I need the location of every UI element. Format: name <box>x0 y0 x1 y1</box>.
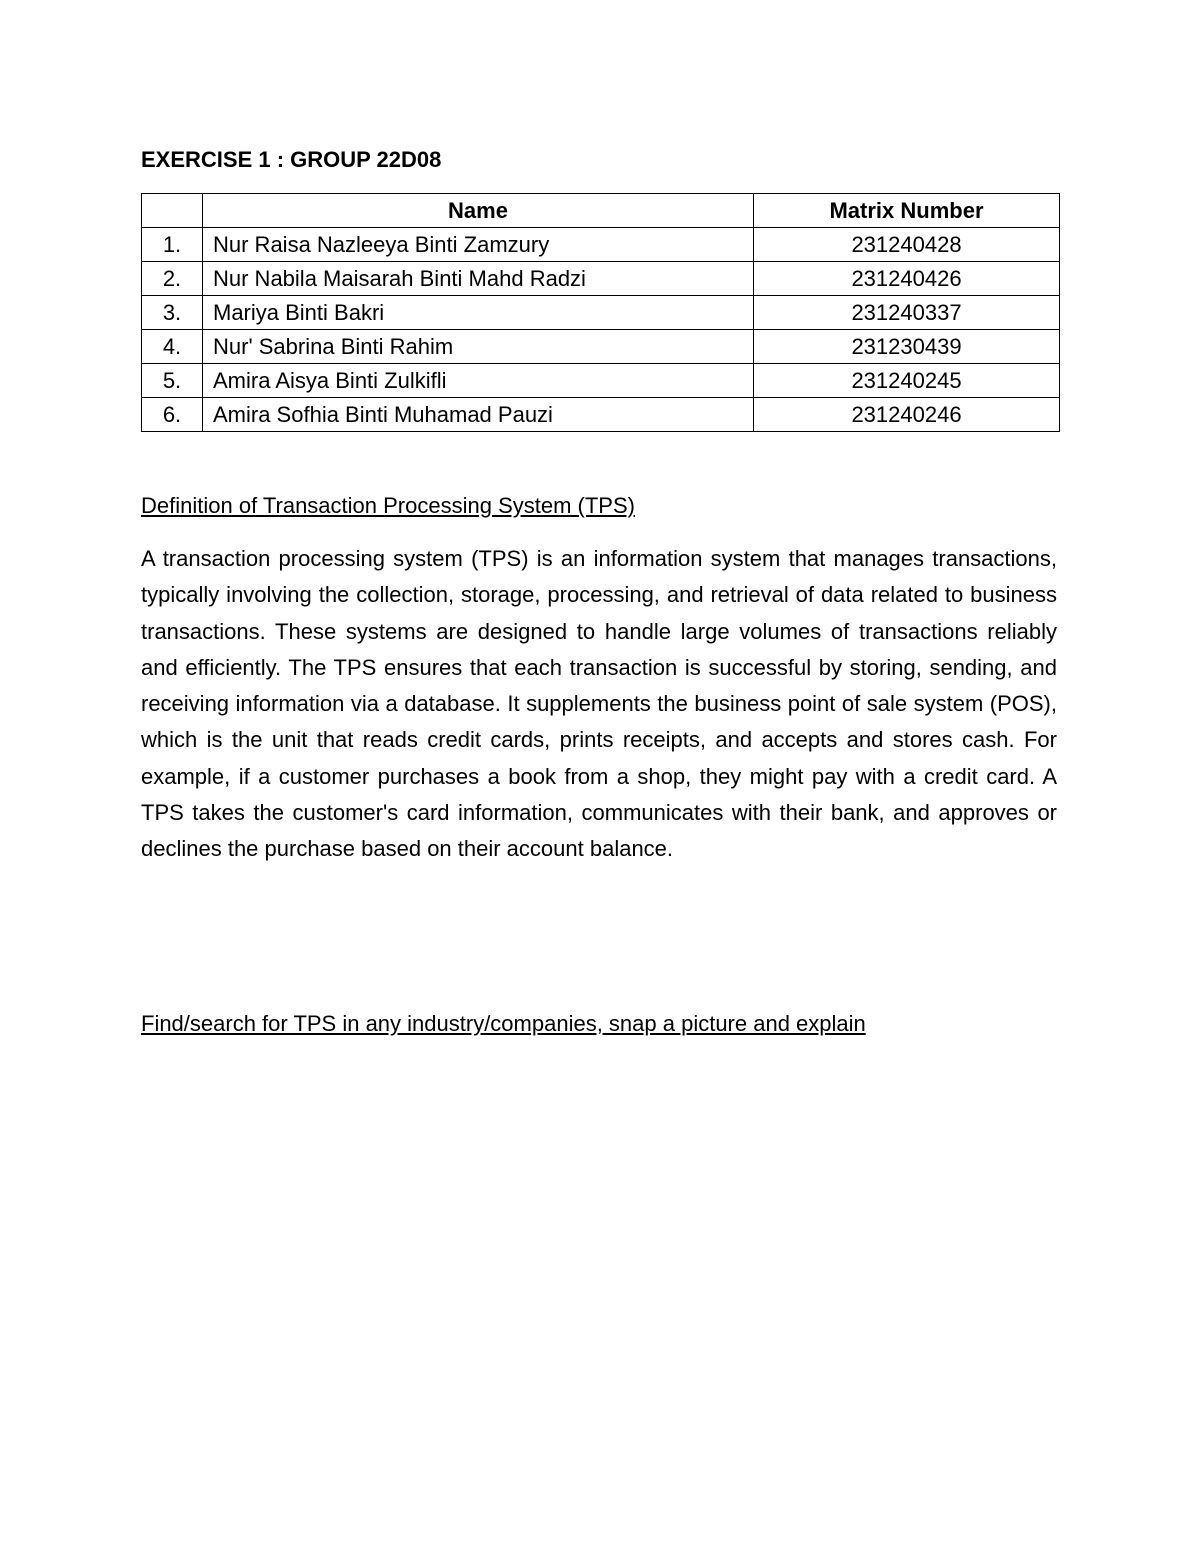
row-number: 5. <box>142 364 203 398</box>
member-name: Nur Raisa Nazleeya Binti Zamzury <box>203 228 754 262</box>
definition-heading: Definition of Transaction Processing System (TPS) <box>141 493 635 518</box>
member-name: Nur Nabila Maisarah Binti Mahd Radzi <box>203 262 754 296</box>
matrix-number: 231230439 <box>754 330 1060 364</box>
table-header-row <box>142 194 1060 228</box>
matrix-number: 231240428 <box>754 228 1060 262</box>
document-title: EXERCISE 1 : GROUP 22D08 <box>141 147 442 172</box>
member-name: Mariya Binti Bakri <box>203 296 754 330</box>
matrix-number: 231240245 <box>754 364 1060 398</box>
table-row <box>142 364 1060 398</box>
matrix-number: 231240337 <box>754 296 1060 330</box>
table-row <box>142 296 1060 330</box>
member-name: Amira Aisya Binti Zulkifli <box>203 364 754 398</box>
table-row <box>142 228 1060 262</box>
row-number: 2. <box>142 262 203 296</box>
task-heading: Find/search for TPS in any industry/companies, snap a picture and explain <box>141 1011 866 1036</box>
matrix-number: 231240426 <box>754 262 1060 296</box>
column-header-number <box>142 194 203 228</box>
table-row <box>142 262 1060 296</box>
table-row <box>142 398 1060 432</box>
group-members-table <box>141 193 1060 432</box>
row-number: 1. <box>142 228 203 262</box>
column-header-matrix-number: Matrix Number <box>754 194 1060 228</box>
member-name: Nur' Sabrina Binti Rahim <box>203 330 754 364</box>
definition-paragraph: A transaction processing system (TPS) is an information system that manages transactions, typically involving the collection, storage, processing, and retrieval of data related to business transactions. These systems are designed to handle large volumes of transactions reliably and efficiently. The TPS ensures that each transaction is successful by storing, sending, and receiving information via a database. It supplements the business point of sale system (POS), which is the unit that reads credit cards, prints receipts, and accepts and stores cash. For example, if a customer purchases a book from a shop, they might pay with a credit card. A TPS takes the customer's card information, communicates with their bank, and approves or declines the purchase based on their account balance. <box>141 546 1057 862</box>
row-number: 6. <box>142 398 203 432</box>
column-header-name: Name <box>203 194 754 228</box>
member-name: Amira Sofhia Binti Muhamad Pauzi <box>203 398 754 432</box>
row-number: 4. <box>142 330 203 364</box>
row-number: 3. <box>142 296 203 330</box>
matrix-number: 231240246 <box>754 398 1060 432</box>
table-row <box>142 330 1060 364</box>
